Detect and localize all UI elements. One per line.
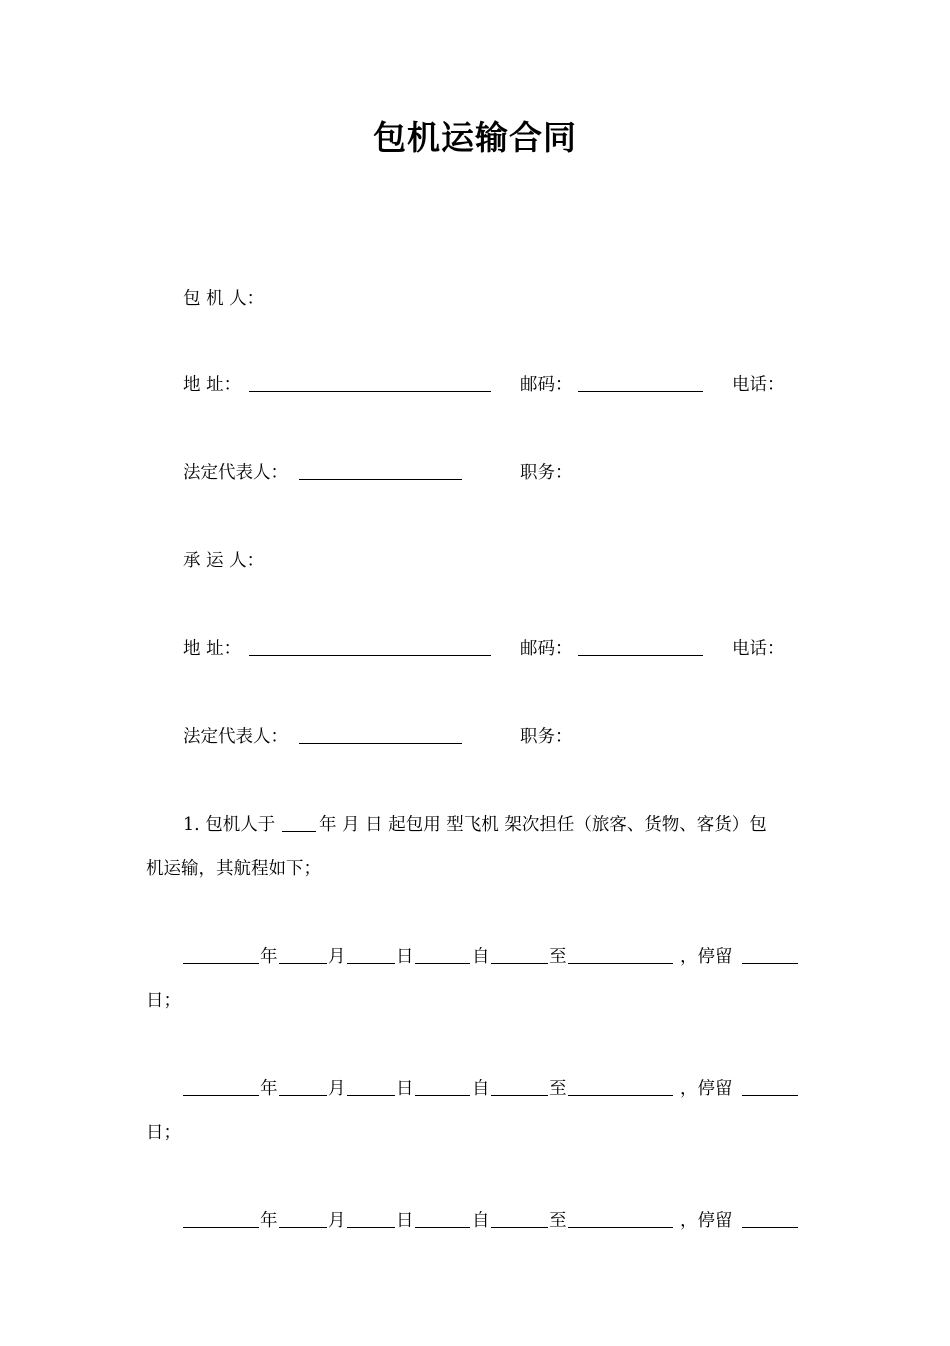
year-field[interactable] — [183, 1076, 259, 1096]
year-label: 年 — [260, 1079, 278, 1099]
stay-days-field[interactable] — [742, 944, 798, 964]
month-field[interactable] — [279, 1076, 327, 1096]
charterer-heading: 包 机 人： — [183, 289, 265, 309]
from-field[interactable] — [415, 1208, 470, 1228]
to-origin-field[interactable] — [491, 944, 548, 964]
from-label: 自 — [472, 1211, 490, 1231]
postcode-label: 邮码： — [520, 639, 573, 659]
month-label: 月 — [328, 1079, 346, 1099]
month-field[interactable] — [279, 944, 327, 964]
carrier-heading: 承 运 人： — [183, 551, 265, 571]
year-field[interactable] — [183, 1208, 259, 1228]
destination-field[interactable] — [568, 944, 673, 964]
from-field[interactable] — [415, 1076, 470, 1096]
stay-days-field[interactable] — [742, 1208, 798, 1228]
itinerary-row-1-end: 日； — [146, 991, 181, 1011]
stay-label: ，停留 — [680, 1079, 733, 1099]
year-label: 年 — [260, 947, 278, 967]
day-label: 日 — [396, 947, 414, 967]
clause-1-text-a: 1. 包机人于 — [183, 815, 276, 835]
charterer-legal-rep-field[interactable] — [299, 460, 462, 480]
to-label: 至 — [549, 1079, 567, 1099]
year-field[interactable] — [183, 944, 259, 964]
stay-label: ，停留 — [680, 947, 733, 967]
phone-label: 电话： — [732, 639, 785, 659]
postcode-label: 邮码： — [520, 375, 573, 395]
carrier-legal-rep-field[interactable] — [299, 724, 462, 744]
address-label: 地 址： — [183, 375, 242, 395]
charterer-address-field[interactable] — [249, 372, 491, 392]
day-label: 日 — [396, 1079, 414, 1099]
from-label: 自 — [472, 1079, 490, 1099]
to-label: 至 — [549, 947, 567, 967]
year-label: 年 — [260, 1211, 278, 1231]
position-label: 职务： — [520, 463, 573, 483]
day-field[interactable] — [347, 1208, 395, 1228]
from-label: 自 — [472, 947, 490, 967]
stay-label: ，停留 — [680, 1211, 733, 1231]
from-field[interactable] — [415, 944, 470, 964]
itinerary-row-2-end: 日； — [146, 1123, 181, 1143]
document-title: 包机运输合同 — [373, 118, 577, 157]
carrier-address-field[interactable] — [249, 636, 491, 656]
to-origin-field[interactable] — [491, 1208, 548, 1228]
to-origin-field[interactable] — [491, 1076, 548, 1096]
month-label: 月 — [328, 1211, 346, 1231]
destination-field[interactable] — [568, 1076, 673, 1096]
month-field[interactable] — [279, 1208, 327, 1228]
position-label: 职务： — [520, 727, 573, 747]
clause-1-text-b: 年 月 日 起包用 型飞机 架次担任（旅客、货物、客货）包 — [319, 815, 767, 835]
day-label: 日 — [396, 1211, 414, 1231]
carrier-postcode-field[interactable] — [578, 636, 703, 656]
day-field[interactable] — [347, 944, 395, 964]
phone-label: 电话： — [732, 375, 785, 395]
destination-field[interactable] — [568, 1208, 673, 1228]
to-label: 至 — [549, 1211, 567, 1231]
legal-rep-label: 法定代表人： — [183, 727, 288, 747]
day-field[interactable] — [347, 1076, 395, 1096]
clause-1-line-2: 机运输，其航程如下； — [146, 859, 321, 879]
legal-rep-label: 法定代表人： — [183, 463, 288, 483]
address-label: 地 址： — [183, 639, 242, 659]
stay-days-field[interactable] — [742, 1076, 798, 1096]
charterer-postcode-field[interactable] — [578, 372, 703, 392]
clause-1-blank[interactable] — [282, 812, 316, 832]
month-label: 月 — [328, 947, 346, 967]
